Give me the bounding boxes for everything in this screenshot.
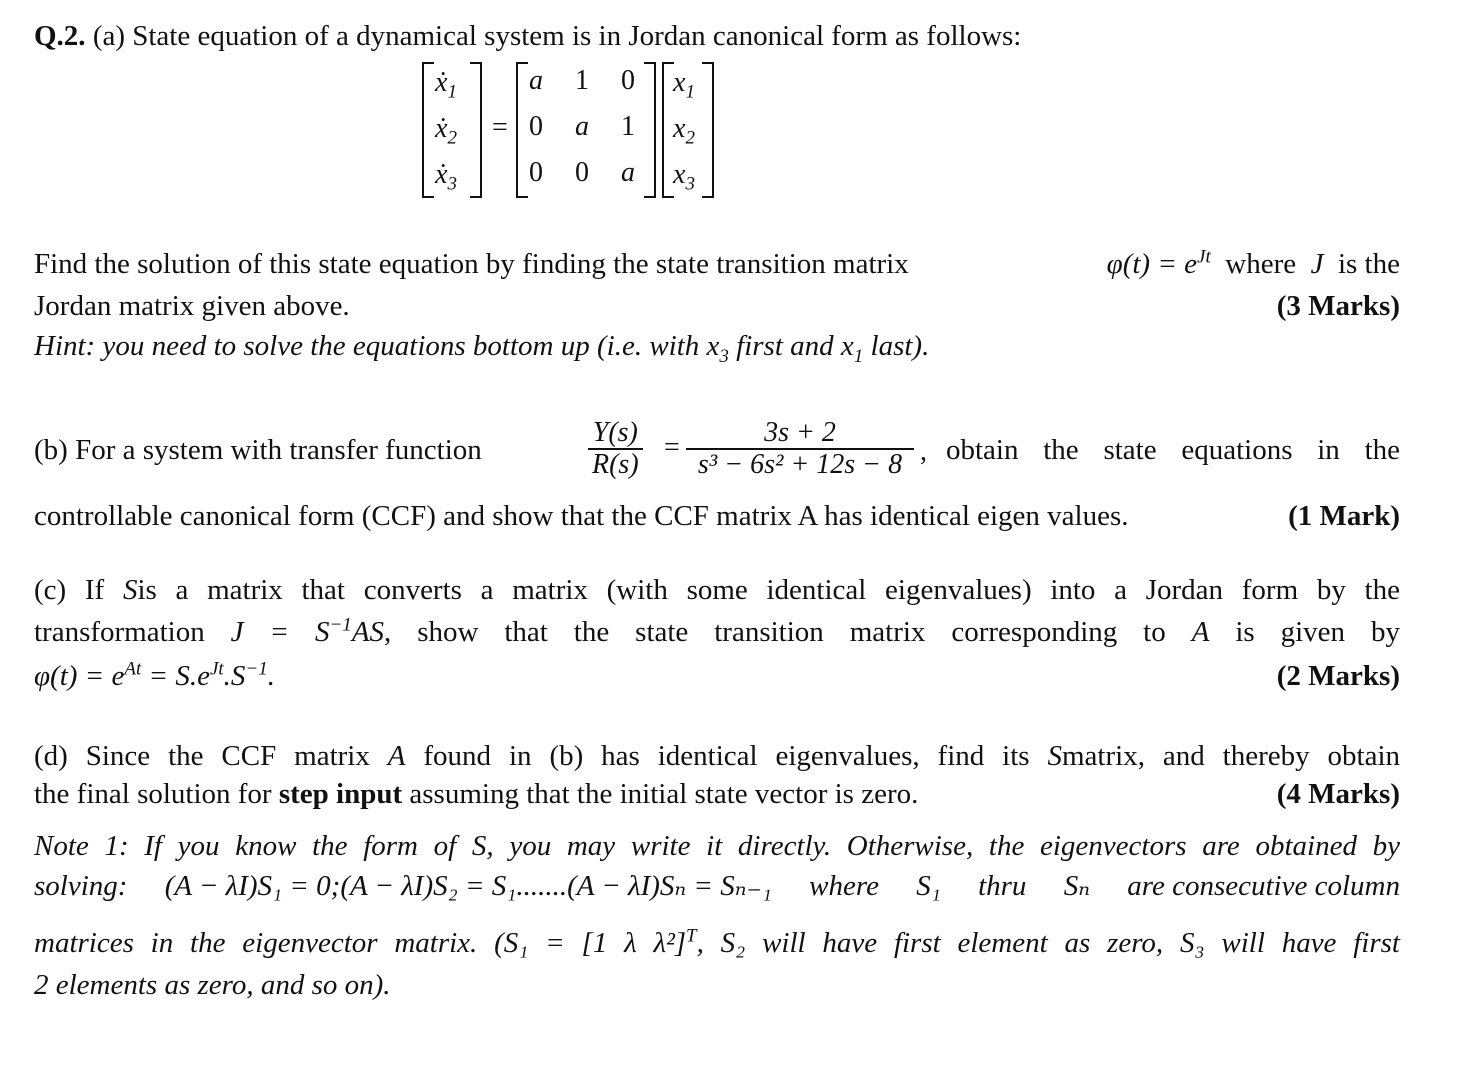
rhs-x3: $x_3$ [673,159,695,195]
lhs-x1dot: ẋ$_1$ [435,67,457,103]
q2a-find-line2 [34,288,1400,324]
step-input-bold: step input [278,778,403,810]
note1-line3: matrices in the eigenvector matrix. (S₁ = [1 λ λ²]$^T$, S₂ will have first element as zero, S₃ will have first [34,925,1400,959]
q2c-line1: (c) If Sis a matrix that converts a matrix (with some identical eigenvalues) into a Jordan form by the [34,574,1400,606]
jordan-cell-32: 0 [575,157,589,188]
rhs-x2: $x_2$ [673,113,695,149]
q2a-find-line1 [34,246,1400,282]
q2b-pre: (b) For a system with transfer function [34,434,482,466]
q2a-find-text: Find the solution of this state equation by finding the state transition matrix [34,248,909,280]
jordan-cell-33: a [621,157,635,188]
tf-num-right: 3s + 2 [764,417,836,448]
q2a-find-text2: Jordan matrix given above. [34,290,350,322]
jordan-cell-21: 0 [529,111,543,142]
jordan-cell-12: 1 [575,65,589,96]
jordan-cell-13: 0 [621,65,635,96]
tf-left-fraction [588,418,643,480]
jordan-cell-11: a [529,65,543,96]
matrix-equals: = [492,112,508,143]
q2a-hint: Hint: you need to solve the equations bottom up (i.e. with $x_3$ first and $x_1$ last). [34,330,930,367]
q2d-marks: (4 Marks) [1276,778,1400,810]
q2b-post: obtain the state equations in the [946,434,1400,466]
q2c-line2: transformation $J = S^{-1}AS$, show that the state transition matrix corresponding to A is given by [34,614,1400,648]
q2a-find-right: $\varphi(t) = e^{Jt}$ where J is the [1106,246,1400,280]
jordan-cell-23: 1 [621,111,635,142]
tf-den-left: R(s) [588,448,643,480]
q2d-line1: (d) Since the CCF matrix A found in (b) has identical eigenvalues, find its Smatrix, and thereby obtain [34,740,1401,772]
lhs-x3dot: ẋ$_3$ [435,159,457,195]
s1-vector: (S₁ = [1 λ λ²] [494,927,687,959]
question-number: Q.2. [34,20,86,52]
note1-line4: 2 elements as zero, and so on). [34,969,391,1001]
q2c-marks: (2 Marks) [1276,660,1400,692]
tf-num-left: Y(s) [592,417,638,448]
note1-line2: solving: (A − λI)S₁ = 0;(A − λI)S₂ = S₁.......(A − λI)Sₙ = Sₙ₋₁ where S₁ thru Sₙ are consecutive column [34,870,1400,902]
q2b-line2 [34,498,1400,534]
rhs-x1: $x_1$ [673,67,695,103]
q2c-line3 [34,658,1400,694]
tf-comma: , [920,436,927,467]
jordan-cell-31: 0 [529,157,543,188]
q2b-marks: (1 Mark) [1288,500,1400,532]
lhs-right-bracket [470,62,482,198]
q2d-line2 [34,776,1400,812]
tf-den-right: s³ − 6s² + 12s − 8 [686,448,914,480]
note1-line1: Note 1: If you know the form of S, you may write it directly. Otherwise, the eigenvectors are obtained by [34,830,1400,862]
jordan-cell-22: a [575,111,589,142]
lhs-x2dot: ẋ$_2$ [435,113,457,149]
eigvec-equations: (A − λI)S₁ = 0;(A − λI)S₂ = S₁.......(A − λI)Sₙ = Sₙ₋₁ [164,870,772,902]
q2d-text2: the final solution for step input assuming that the initial state vector is zero. [34,778,919,810]
tf-right-fraction [686,418,914,480]
q2a-marks: (3 Marks) [1276,290,1400,322]
phi-expression: $\varphi(t) = e^{Jt}$ [1106,246,1211,280]
q2a-intro-text: (a) State equation of a dynamical system is in Jordan canonical form as follows: [92,20,1022,52]
tf-equals: = [664,432,680,463]
q2b-text: controllable canonical form (CCF) and show that the CCF matrix A has identical eigen values. [34,500,1129,532]
jordan-J-symbol: J [1310,248,1324,280]
q2a-intro-line [34,18,1400,54]
phi-eAt-expression: $\varphi(t) = e^{At} = S.e^{Jt}.S^{-1}$. [34,658,275,692]
